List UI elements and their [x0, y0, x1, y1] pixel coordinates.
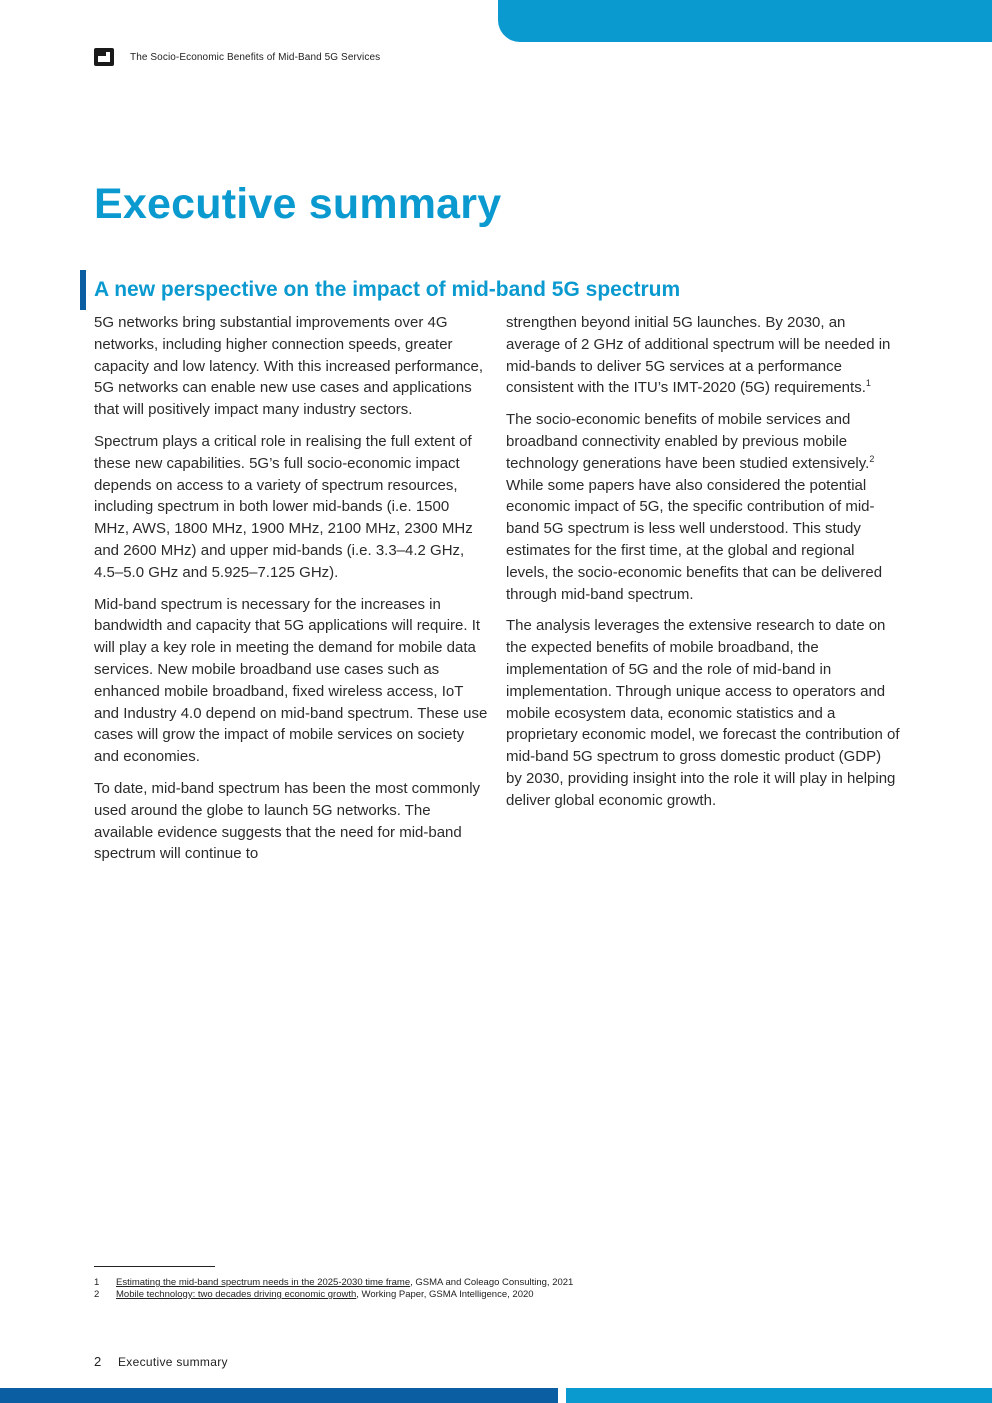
paragraph: [506, 409, 900, 605]
page-number: 2: [94, 1354, 102, 1369]
footnote-number: 1: [94, 1277, 100, 1288]
paragraph: [506, 312, 900, 399]
page-title: Executive summary: [94, 180, 502, 228]
top-decorative-band: [498, 0, 992, 42]
paragraph-text: strengthen beyond initial 5G launches. By 2030, an average of 2 GHz of additional spectrum will be needed in mid-bands to deliver 5G services at a performance consistent with the ITU’s IMT-2020 (5G) requirements.: [506, 314, 891, 397]
bottom-bar-cyan: [566, 1388, 992, 1403]
running-title: The Socio-Economic Benefits of Mid-Band 5G Services: [130, 51, 381, 63]
footnote-source: , Working Paper, GSMA Intelligence, 2020: [356, 1289, 534, 1300]
paragraph: To date, mid-band spectrum has been the most commonly used around the globe to launch 5G networks. The available evidence suggests that the need for mid-band spectrum will continue to: [94, 779, 481, 863]
paragraph: Spectrum plays a critical role in realising the full extent of these new capabilities. 5G’s full socio-economic impact depends on access to a variety of spectrum resources, including spectrum in both lower mid-bands (i.e. 1500 MHz, AWS, 1800 MHz, 1900 MHz, 2100 MHz, 2300 MHz and 2600 MHz) and upper mid-bands (i.e. 3.3–4.2 GHz, 4.5–5.0 GHz and 5.925–7.125 GHz).: [94, 432, 473, 581]
footnote-link[interactable]: Estimating the mid-band spectrum needs in the 2025-2030 time frame: [116, 1277, 411, 1288]
footnote-source: , GSMA and Coleago Consulting, 2021: [410, 1277, 574, 1288]
footnote-text: [116, 1277, 573, 1289]
paragraph: Mid-band spectrum is necessary for the increases in bandwidth and capacity that 5G applications will require. It will play a key role in meeting the demand for mobile data services. New mobile broadband use cases such as enhanced mobile broadband, fixed wireless access, IoT and Industry 4.0 depend on mid-band spectrum. These use cases will grow the impact of mobile services on society and economies.: [94, 595, 488, 766]
footnote-link[interactable]: Mobile technology: two decades driving economic growth: [116, 1289, 357, 1300]
paragraph-text: The socio-economic benefits of mobile services and broadband connectivity enabled by previous mobile technology generations have been studied extensively.: [506, 411, 870, 472]
paragraph-text: While some papers have also considered the potential economic impact of 5G, the specific contribution of mid-band 5G spectrum is less well understood. This study estimates for the first time, at the global and regional levels, the socio-economic benefits that can be delivered through mid-band spectrum.: [506, 476, 883, 603]
section-heading-block: [80, 270, 680, 310]
right-column: [506, 312, 900, 822]
footnote-ref-2[interactable]: 2: [869, 453, 875, 464]
footnote: [94, 1289, 894, 1301]
footer-section-label: Executive summary: [118, 1354, 228, 1369]
footnote-number: 2: [94, 1289, 100, 1300]
footnote-text: [116, 1289, 534, 1301]
page-footer: [94, 1354, 228, 1369]
bottom-bar-navy: [0, 1388, 558, 1403]
paragraph: 5G networks bring substantial improvements over 4G networks, including higher connection speeds, greater capacity and low latency. With this increased performance, 5G networks can enable new use cases and applications that will positively impact many industry sectors.: [94, 314, 484, 419]
section-accent-bar: [80, 270, 86, 310]
footnotes: [94, 1277, 894, 1301]
left-column: [94, 312, 488, 875]
section-heading: A new perspective on the impact of mid-band 5G spectrum: [94, 278, 681, 301]
footnote: [94, 1277, 894, 1289]
running-header: [94, 48, 380, 66]
paragraph: The analysis leverages the extensive research to date on the expected benefits of mobile broadband, the implementation of 5G and the role of mid-band in implementation. Through unique access to operators and mobile ecosystem data, economic statistics and a proprietary economic model, we forecast the contribution of mid-band 5G spectrum to gross domestic product (GDP) by 2030, providing insight into the role it will play in helping deliver global economic growth.: [506, 617, 900, 809]
gsma-logo-icon: [94, 48, 114, 66]
footnote-ref-1[interactable]: 1: [865, 378, 871, 389]
footnote-divider: [94, 1266, 215, 1267]
